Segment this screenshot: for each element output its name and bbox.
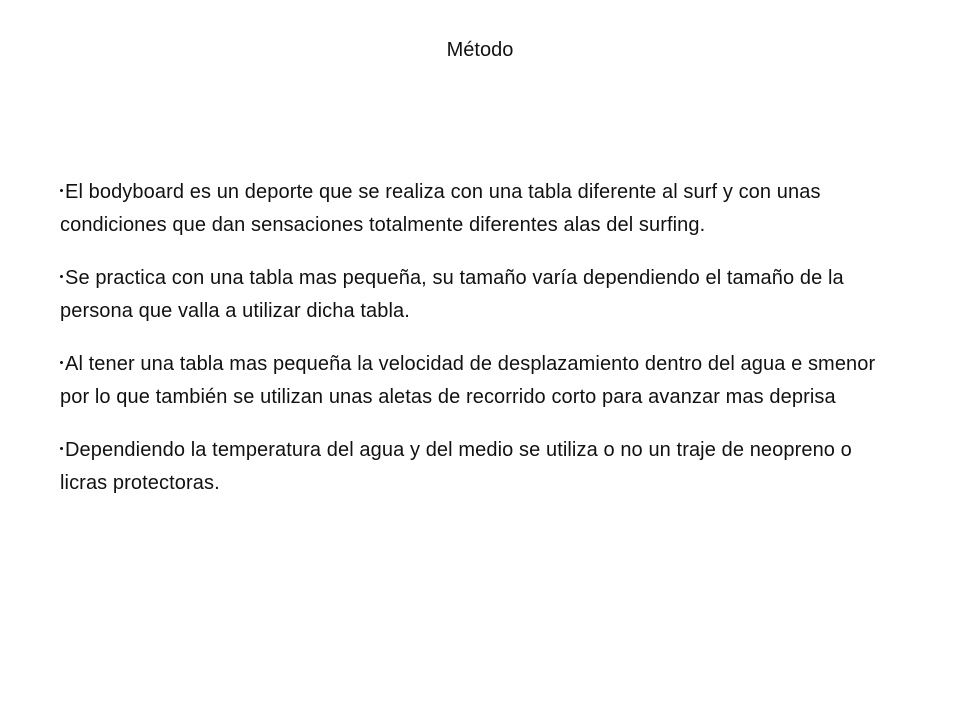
bullet-dot-icon: [60, 189, 63, 192]
bullet-item: [60, 434, 890, 500]
slide-title: Método: [446, 39, 514, 61]
bullet-item: [60, 348, 890, 414]
bullet-list: [60, 176, 890, 500]
bullet-text: El bodyboard es un deporte que se realiza con una tabla diferente al surf y con unas condiciones que dan sensaciones totalmente diferentes alas del surfing.: [60, 181, 821, 236]
bullet-item: [60, 176, 890, 242]
bullet-dot-icon: [60, 447, 63, 450]
bullet-text: Se practica con una tabla mas pequeña, su tamaño varía dependiendo el tamaño de la persona que valla a utilizar dicha tabla.: [60, 267, 844, 322]
bullet-text: Dependiendo la temperatura del agua y del medio se utiliza o no un traje de neopreno o licras protectoras.: [60, 439, 852, 494]
bullet-item: [60, 262, 890, 328]
bullet-dot-icon: [60, 275, 63, 278]
bullet-dot-icon: [60, 361, 63, 364]
bullet-text: Al tener una tabla mas pequeña la velocidad de desplazamiento dentro del agua e smenor por lo que también se utilizan unas aletas de recorrido corto para avanzar mas deprisa: [60, 353, 876, 408]
